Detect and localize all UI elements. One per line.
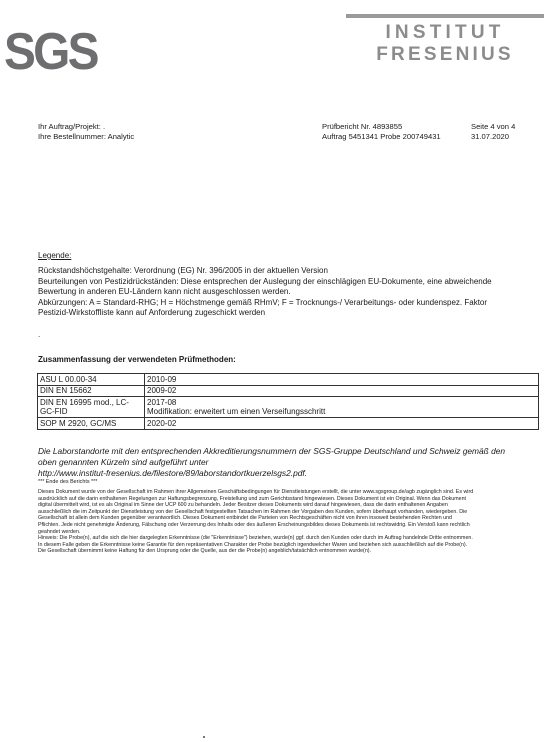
method-detail-cell: 2020-02 (145, 418, 539, 430)
client-reference (38, 122, 134, 142)
accreditation-note (38, 446, 543, 478)
method-version: 2017-08 (147, 397, 177, 407)
method-cell: DIN EN 15662 (38, 385, 145, 397)
method-detail-cell (145, 397, 539, 418)
method-cell: ASU L 00.00-34 (38, 374, 145, 386)
disclaimer-line: In diesem Falle geben die Erkenntnisse keine Garantie für den repräsentativen Charakter der Probe bezüglich irgendwelcher Waren und beziehen sich ausschließlich auf die Probe(n). (38, 541, 468, 548)
method-detail-cell: 2010-09 (145, 374, 539, 386)
disclaimer (38, 489, 543, 555)
disclaimer-line: ausdrücklich auf die darin enthaltenen Regelungen zur Haftungsbegrenzung, Freistellung und zum Gerichtsstand hingewiesen. Dieses Dokument ist ein Original. Wenn das Dokument (38, 495, 467, 502)
accreditation-line: Die Laborstandorte mit den entsprechenden Akkreditierungsnummern der SGS-Gruppe Deutschland und Schweiz gemäß den (38, 446, 506, 456)
method-cell: SOP M 2920, GC/MS (38, 418, 145, 430)
table-row (38, 418, 539, 430)
sgs-logo (4, 23, 97, 81)
disclaimer-line: Die Gesellschaft übernimmt keine Haftung für den Ursprung oder die Quelle, aus der die Probe(n) angeblich/tatsächlich entnommen wurde(n). (38, 548, 371, 555)
method-modification: Modifikation: erweitert um einen Verseifungsschritt (147, 407, 326, 416)
report-date: 31.07.2020 (471, 132, 510, 141)
end-of-report: *** Ende des Berichts *** (38, 479, 98, 485)
page-number: Seite 4 von 4 (471, 122, 516, 131)
fresenius-logo-rule (346, 14, 544, 18)
table-row (38, 374, 539, 386)
report-reference (322, 122, 441, 142)
disclaimer-line: ausschließlich die im Zeitpunkt der Dienstleistung von der Gesellschaft festgestellten Tatsachen im Rahmen der Vorgaben des Kunden, sofern überhaupt vorhanden, wiedergeben. Die (38, 508, 468, 515)
legend-text (38, 266, 543, 319)
table-row (38, 397, 539, 418)
disclaimer-line: Hinweis: Die Probe(n), auf die sich die hier dargelegten Erkenntnisse (die "Erkenntnisse") beziehen, wurde(n) ggf. durch den Kunden oder durch im Auftrag handelnde Dritte entnommen. (38, 535, 473, 542)
method-detail-cell: 2009-02 (145, 385, 539, 397)
report-number: Prüfbericht Nr. 4893855 (322, 122, 403, 131)
legend-line: Bewertung in anderen EU-Ländern kann nicht ausgeschlossen werden. (38, 287, 291, 296)
legend-line: Beurteilungen von Pestizidrückständen: Diese entsprechen der Auslegung der einschlägigen EU-Dokumente, eine abweichende (38, 276, 492, 286)
disclaimer-line: digital übermittelt wird, ist es als Original im Sinne der UCP 600 zu behandeln. Jeder Besitzer dieses Dokuments wird darauf hingewiesen, dass die darin enthaltenen Angaben (38, 502, 448, 509)
accreditation-link[interactable]: http://www.institut-fresenius.de/filestore/89/laborstandortkuerzelsgs2.pdf. (38, 467, 308, 478)
methods-table (37, 373, 539, 430)
disclaimer-line: Pflichten. Jede nicht genehmigte Änderung, Fälschung oder Verzerrung des Inhalts oder des äußeren Erscheinungsbildes dieses Dokuments ist rechtswidrig. Ein Verstoß kann rechtlich (38, 521, 470, 528)
disclaimer-line: geahndet werden. (38, 528, 81, 535)
order-number: Ihre Bestellnummer: Analytic (38, 132, 135, 141)
accreditation-line: oben genannten Kürzeln sind aufgeführt unter (38, 456, 209, 467)
legend-line: Pestizid-Wirkstoffliste kann auf Anforderung zugeschickt werden (38, 308, 266, 317)
disclaimer-line: Dieses Dokument wurde von der Gesellschaft im Rahmen ihrer Allgemeinen Geschäftsbedingungen für Dienstleistungen erstellt, die unter www.sgsgroup.de/agb zugänglich sind. Es wird (38, 489, 474, 495)
table-row (38, 385, 539, 397)
order-sample-number: Auftrag 5451341 Probe 200749431 (322, 132, 441, 141)
legend-line: Abkürzungen: A = Standard-RHG; H = Höchstmenge gemäß RHmV; F = Trocknungs-/ Verarbeitungs- oder kundenspez. Faktor (38, 297, 488, 307)
page-info (471, 122, 515, 142)
sgs-logo-text: SGS (4, 23, 97, 81)
method-cell: DIN EN 16995 mod., LC-GC-FID (38, 397, 145, 418)
methods-title: Zusammenfassung der verwendeten Prüfmethoden: (38, 355, 236, 364)
page-mark (203, 736, 205, 738)
order-project: Ihr Auftrag/Projekt: . (38, 122, 106, 131)
fresenius-logo-line1: INSTITUT (385, 22, 505, 43)
legend-title: Legende: (38, 251, 72, 260)
disclaimer-line: Gesellschaft ist allein dem Kunden gegenüber verantwortlich. Dieses Dokument entbindet die Parteien von Rechtsgeschäften nicht von ihren insoweit bestehenden Rechten und (38, 515, 452, 522)
fresenius-logo-line2: FRESENIUS (376, 44, 514, 65)
legend-line: Rückstandshöchstgehalte: Verordnung (EG) Nr. 396/2005 in der aktuellen Version (38, 266, 328, 275)
legend-dot: . (38, 330, 41, 339)
